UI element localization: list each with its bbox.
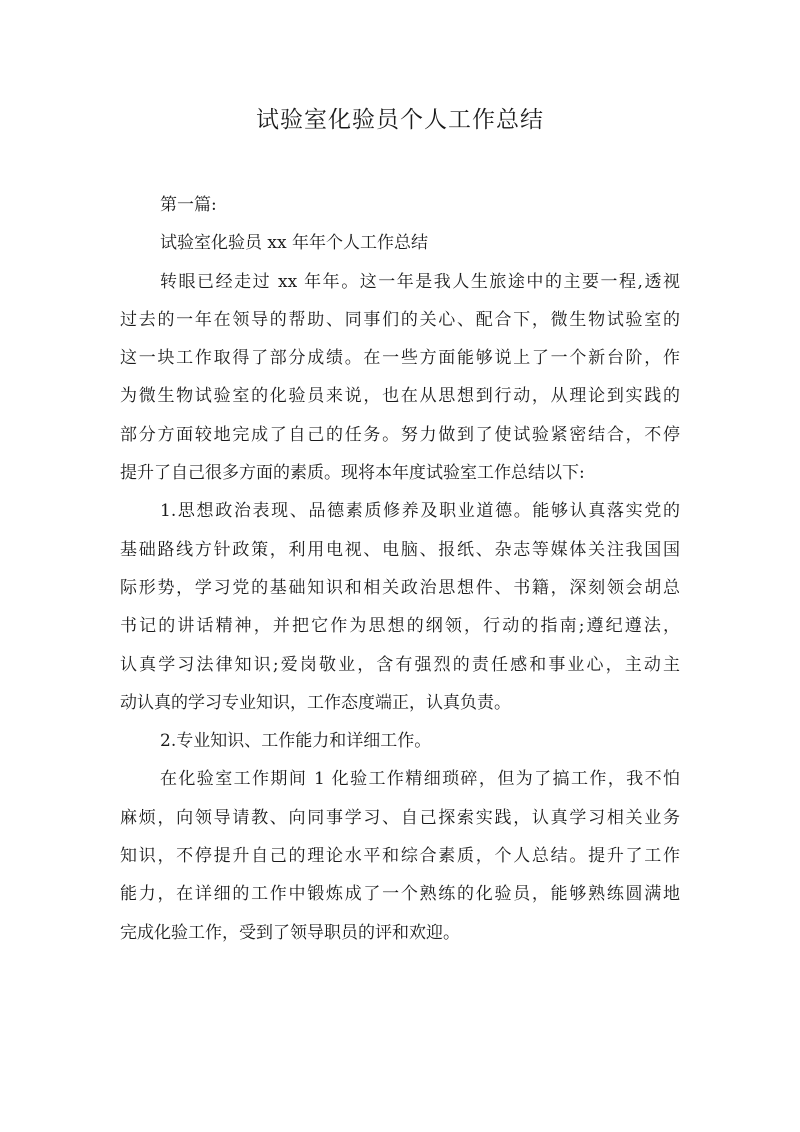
text-line: 完成化验工作，受到了领导职员的评和欢迎。: [120, 922, 460, 943]
text-line: 能力，在详细的工作中锻炼成了一个熟练的化验员，能够熟练圆满地: [120, 884, 680, 905]
text-line: 基础路线方针政策，利用电视、电脑、报纸、杂志等媒体关注我国国: [120, 539, 680, 560]
text-line: 这一块工作取得了部分成绩。在一些方面能够说上了一个新台阶，作: [120, 348, 680, 369]
text-line: 2.专业知识、工作能力和详细工作。: [160, 731, 432, 752]
text-line: 在化验室工作期间 1 化验工作精细琐碎，但为了搞工作，我不怕: [160, 769, 680, 790]
text-line: 书记的讲话精神，并把它作为思想的纲领，行动的指南;遵纪遵法，: [120, 616, 680, 637]
text-line: 1.思想政治表现、品德素质修养及职业道德。能够认真落实党的: [160, 501, 680, 522]
text-line: 动认真的学习专业知识，工作态度端正，认真负责。: [120, 692, 511, 713]
document-title: 试验室化验员个人工作总结: [256, 107, 544, 133]
text-line: 际形势，学习党的基础知识和相关政治思想件、书籍，深刻领会胡总: [120, 577, 680, 598]
text-line: 试验室化验员 xx 年年个人工作总结: [160, 233, 428, 254]
text-line: 认真学习法律知识;爱岗敬业，含有强烈的责任感和事业心，主动主: [120, 654, 680, 675]
text-line: 提升了自己很多方面的素质。现将本年度试验室工作总结以下:: [120, 463, 585, 484]
text-line: 第一篇:: [160, 195, 217, 215]
text-line: 为微生物试验室的化验员来说，也在从思想到行动，从理论到实践的: [120, 386, 680, 407]
text-line: 部分方面较地完成了自己的任务。努力做到了使试验紧密结合，不停: [120, 424, 680, 445]
text-line: 麻烦，向领导请教、向同事学习、自己探索实践，认真学习相关业务: [120, 807, 680, 828]
text-line: 知识，不停提升自己的理论水平和综合素质，个人总结。提升了工作: [120, 846, 680, 867]
text-line: 转眼已经走过 xx 年年。这一年是我人生旅途中的主要一程,透视: [160, 271, 680, 292]
text-line: 过去的一年在领导的帮助、同事们的关心、配合下，微生物试验室的: [120, 309, 680, 330]
document-body: [120, 186, 680, 952]
